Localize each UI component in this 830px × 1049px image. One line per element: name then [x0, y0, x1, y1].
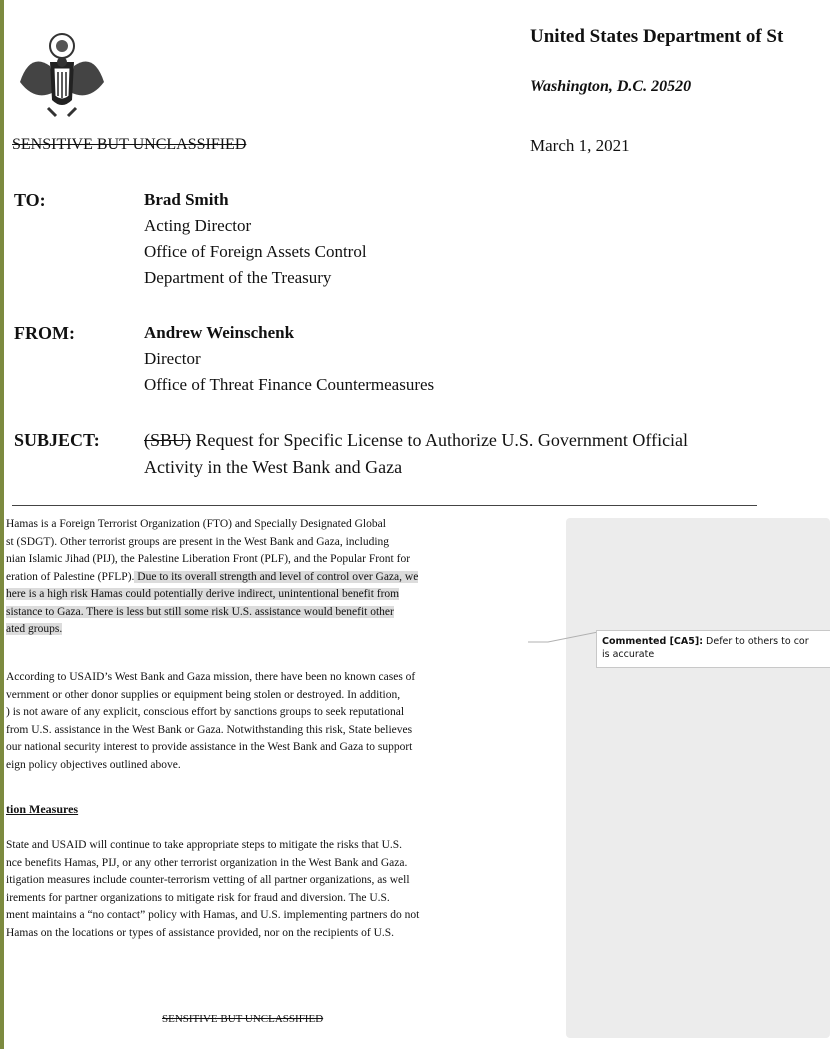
para1-line: nian Islamic Jihad (PIJ), the Palestine Liberation Front (PLF), and the Popular Front for — [6, 553, 411, 565]
para2-line: from U.S. assistance in the West Bank or Gaza. Notwithstanding this risk, State believes — [6, 723, 413, 736]
to-label: TO: — [14, 190, 46, 210]
para2-line: According to USAID’s West Bank and Gaza mission, there have been no known cases of — [6, 671, 416, 683]
comment-line-2: is accurate — [602, 649, 655, 660]
comment-connector-line — [528, 620, 598, 650]
highlighted-text[interactable]: Due to its overall strength and level of control over Gaza, we — [134, 570, 419, 583]
to-title: Acting Director — [144, 216, 252, 235]
from-label: FROM: — [14, 323, 75, 343]
section-heading-mitigation: tion Measures — [6, 802, 79, 816]
para3-line: ment maintains a “no contact” policy with Hamas, and U.S. implementing partners do not — [6, 909, 420, 921]
subject-text-1: Request for Specific License to Authorize U.S. Government Official — [191, 430, 689, 450]
department-seal-icon — [10, 22, 110, 122]
memo-date: March 1, 2021 — [530, 136, 630, 155]
to-office: Office of Foreign Assets Control — [144, 242, 367, 261]
para2-line: vernment or other donor supplies or equipment being stolen or destroyed. In addition, — [6, 688, 401, 701]
classification-marking-bottom: SENSITIVE BUT UNCLASSIFIED — [162, 1013, 324, 1025]
para2-line: our national security interest to provide assistance in the West Bank and Gaza to support — [6, 741, 413, 753]
para3-line: nce benefits Hamas, PIJ, or any other terrorist organization in the West Bank and Gaza. — [6, 856, 408, 869]
city-heading: Washington, D.C. 20520 — [530, 78, 692, 95]
para1-line — [6, 569, 556, 587]
highlighted-text[interactable]: here is a high risk Hamas could potentially derive indirect, unintentional benefit from — [6, 588, 400, 600]
from-title: Director — [144, 349, 201, 368]
comment-author: Commented [CA5]: — [602, 636, 704, 647]
to-department: Department of the Treasury — [144, 268, 332, 287]
subject-line-1 — [144, 427, 814, 454]
para3-line: Hamas on the locations or types of assistance provided, nor on the recipients of U.S. — [6, 926, 395, 939]
para1-line: st (SDGT). Other terrorist groups are present in the West Bank and Gaza, including — [6, 535, 390, 548]
para3-line: itigation measures include counter-terrorism vetting of all partner organizations, as well — [6, 874, 410, 886]
subject-line-2: Activity in the West Bank and Gaza — [144, 457, 403, 477]
comment-text: Defer to others to cor — [703, 636, 809, 647]
para3-line: irements for partner organizations to mitigate risk for fraud and diversion. The U.S. — [6, 891, 390, 904]
highlighted-text[interactable]: sistance to Gaza. There is less but still some risk U.S. assistance would benefit other — [6, 605, 394, 618]
subject-classification-marker: (SBU) — [144, 430, 192, 450]
paragraph-risk — [6, 516, 556, 639]
comment-balloon[interactable] — [596, 630, 830, 668]
classification-marking-top: SENSITIVE BUT UNCLASSIFIED — [12, 136, 247, 153]
para3-line: State and USAID will continue to take appropriate steps to mitigate the risks that U.S. — [6, 839, 403, 851]
para2-line: eign policy objectives outlined above. — [6, 758, 181, 771]
paragraph-usaid — [6, 669, 556, 774]
to-name: Brad Smith — [144, 190, 229, 209]
header-divider — [12, 505, 757, 506]
subject-block — [144, 427, 814, 481]
para1-line: Hamas is a Foreign Terrorist Organization (FTO) and Specially Designated Global — [6, 518, 386, 530]
to-block — [144, 187, 367, 291]
comment-line-1 — [602, 635, 830, 648]
para1-line — [6, 604, 556, 622]
para1-line — [6, 586, 556, 604]
para2-line: ) is not aware of any explicit, conscious effort by sanctions groups to seek reputational — [6, 706, 405, 718]
para1-line — [6, 621, 556, 639]
subject-label: SUBJECT: — [14, 430, 100, 450]
window-edge-strip — [0, 0, 4, 1049]
comments-pane — [566, 518, 830, 1038]
from-office: Office of Threat Finance Countermeasures — [144, 375, 435, 394]
from-block — [144, 320, 434, 398]
highlighted-text[interactable]: ated groups. — [6, 623, 63, 635]
para1-segment: eration of Palestine (PFLP). — [6, 570, 135, 583]
department-heading: United States Department of St — [530, 26, 784, 47]
from-name: Andrew Weinschenk — [144, 323, 295, 342]
paragraph-mitigation — [6, 837, 556, 942]
